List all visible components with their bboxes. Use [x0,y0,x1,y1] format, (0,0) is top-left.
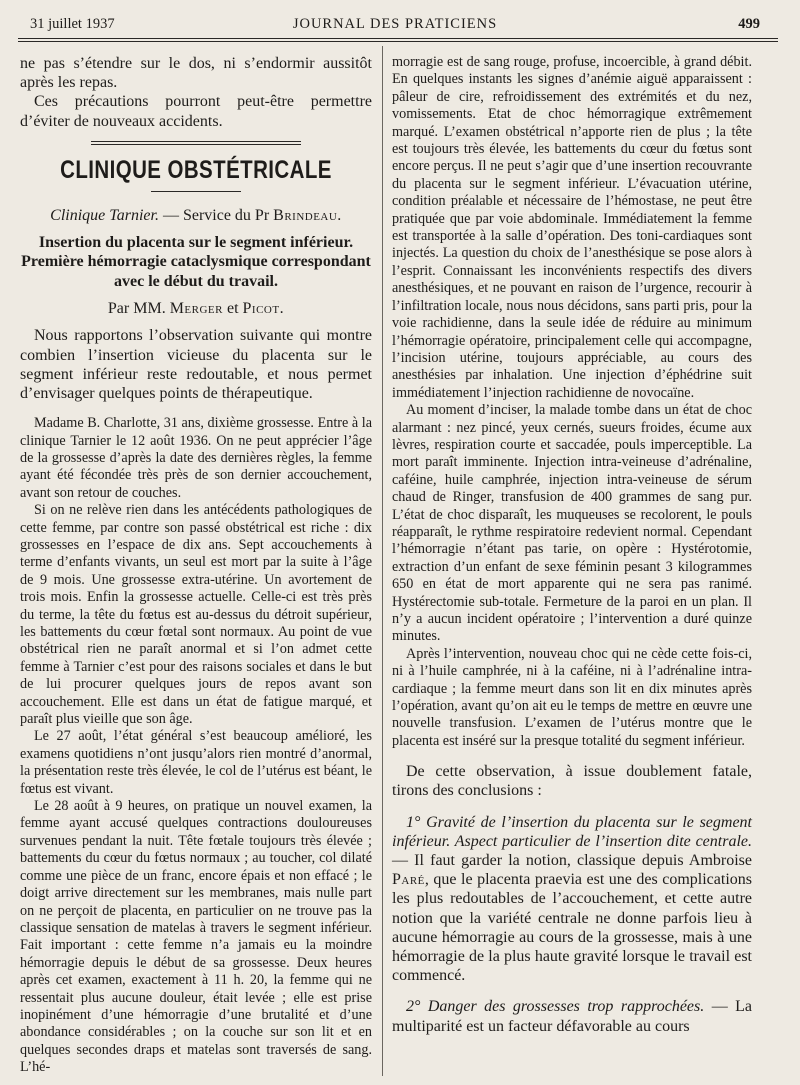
service-line [20,206,372,225]
section-title: CLINIQUE OBSTÉTRICALE [60,155,332,184]
issue-date: 31 juillet 1937 [30,16,115,32]
page-number: 499 [738,16,760,32]
observation-paragraph-4: Le 28 août à 9 heures, on pratique un nouvel examen, la femme ayant accusé quelques contractions douloureuses survenues pendant la nuit. Tête fœtale toujours très élevée ; battements du cœur du fœtus normaux ; au toucher, col dilaté comme une pièce de un franc, encore épais et non effacé ; le doigt arrive directement sur les membranes, mais nulle part on ne perçoit de placenta, en particulier on ne trouve pas la classique sensation de matelas à travers le segment inférieur. Fait important : cette femme n’a jamais eu la moindre hémorragie depuis le début de sa grossesse. Deux heures après cet examen, exactement à 11 h. 20, la femme qui ne ressentait plus aucune douleur, était levée ; elle est prise inopinément d’une hémorragie d’une brutalité et d’une abondance considérables ; on la couche sur son lit et en quelques secondes draps et matelas sont traversés de sang. L’hé- [20,798,372,1076]
conclusion-1-name: Paré [392,871,425,889]
section-rule [91,141,301,142]
conclusion-1-text-b: , que le placenta praevia est une des complications les plus redoutables de l’accouchement, et cette autre notion que la variété centrale ne donne parfois lieu à aucune hémorragie au cours de la grossesse, mais à une hémorragie de la plus haute gravité lorsque le travail est commencé. [392,871,752,985]
left-column [20,54,372,1077]
title-rule [151,191,241,192]
conclusion-1 [392,813,752,986]
section-rule-double [91,144,301,145]
chief-name: Brindeau. [273,206,342,224]
intro-paragraph-2: Ces précautions pourront peut-être permettre d’éviter de nouveaux accidents. [20,93,372,130]
service-text: — Service du Pr [158,206,274,224]
header-rule-thin [18,41,778,42]
authors-prefix: Par MM. [107,300,170,318]
observation-paragraph-2: Si on ne relève rien dans les antécédents pathologiques de cette femme, par contre son passé obstétrical est riche : dix grossesses en l’espace de dix ans. Sept accouchements à terme d’enfants vivants, un seul est mort par la suite à l’âge de 9 mois. Une grossesse extra-utérine. Un avortement de trois mois. Enfin la grossesse actuelle. Celle-ci est très près du terme, la tête du fœtus est au-dessus du détroit supérieur, les battements du cœur fœtal sont normaux. Au point de vue obstétrical rien ne paraît anormal et si l’on admet cette femme à Tarnier c’est pour des raisons sociales et dans le but de lui procurer quelques jours de repos avant son accouchement. Elle est dans un état de fatigue marqué, et paraît plus vieille que son âge. [20,502,372,728]
clinic-name: Clinique Tarnier. [50,206,159,224]
authors-line [20,299,372,318]
conclusion-2-heading: 2° Danger des grossesses trop rapprochées. [406,998,705,1016]
conclusion-1-heading: 1° Gravité de l’insertion du placenta sur le segment inférieur. Aspect particulier de l’insertion dite centrale. [392,813,752,850]
observation-paragraph-5: morragie est de sang rouge, profuse, incoercible, à grand débit. En quelques instants les signes d’anémie aiguë apparaissent : pâleur de cire, refroidissement des extrémités et du nez, vomissements. Etat de choc hémorragique extrêmement marqué. L’examen obstétrical n’apporte rien de plus ; la tête est toujours très élevée, les battements du cœur du fœtus sont encore perçus. Il ne peut s’agir que d’une insertion recouvrante du placenta sur le segment inférieur. L’évacuation utérine, condition préalable et nécessaire de l’hémostase, ne peut être pratiquée que par voie abdominale. Immédiatement la femme est transportée à la salle d’opération. Des toni-cardiaques sont injectés. La question du choix de l’anesthésique se pose alors à l’esprit. Connaissant les inconvénients respectifs des divers anesthésiques, et ne pouvant en raison de l’urgence, recourir à l’infiltration locale, nous nous décidons, sans parti pris, pour la voie rachidienne, dans la seule idée de réduire au minimum l’hémorragie opératoire, principalement celle qui accompagne, l’incision utérine, toujours appréciable, au cours des anesthésies par inhalation. Une injection d’éphédrine suit immédiatement l’injection rachidienne de novocaïne. [392,54,752,401]
observation-paragraph-1: Madame B. Charlotte, 31 ans, dixième grossesse. Entre à la clinique Tarnier le 12 août 1936. On ne peut apprécier l’âge de la grossesse d’après la date des dernières règles, la femme ayant été fécondée très près de son dernier accouchement, avant son retour de couches. [20,415,372,501]
right-column [392,54,752,1036]
conclusions-intro: De cette observation, à issue doublement fatale, tirons des conclusions : [392,763,752,800]
conclusion-2-text: — La multiparité est un facteur défavorable au cours [392,998,753,1035]
intro-paragraph-1: ne pas s’étendre sur le dos, ni s’endormir aussitôt après les repas. [20,55,372,92]
header-rule [18,38,778,39]
lead-paragraph: Nous rapportons l’observation suivante qui montre combien l’insertion vicieuse du placenta sur le segment inférieur reste redoutable, et nous permet d’envisager quelques points de thérapeutique. [20,327,372,402]
conclusion-2 [392,997,752,1035]
authors-and: et [222,300,243,318]
observation-paragraph-7: Après l’intervention, nouveau choc qui ne cède cette fois-ci, ni à l’huile camphrée, ni à la caféine, ni à l’adrénaline intra-cardiaque ; la femme meurt dans son lit en dix minutes après l’opération, avant qu’on ait eu le temps de mettre en œuvre une nouvelle transfusion. L’examen de l’utérus montre que le placenta est inséré sur la presque totalité du segment inférieur. [392,645,752,749]
author-picot: Picot. [242,300,285,318]
observation-paragraph-6: Au moment d’inciser, la malade tombe dans un état de choc alarmant : nez pincé, yeux cernés, sueurs froides, écume aux lèvres, respiration courte et saccadée, pouls imperceptible. La mort paraît imminente. Injection intra-veineuse d’adrénaline, caféine, huile camphrée, injection intra-veineuse de sérum chaud de Ringer, transfusion de 400 grammes de sang pur. L’état de choc disparaît, les muqueuses se recolorent, le pouls réapparaît, le rythme respiratoire redevient normal. Cependant l’hémorragie n’étant pas tarie, on opère : Hystérotomie, extraction d’un enfant de sexe féminin pesant 3 kilogrammes 650 en état de mort apparente qui ne sera pas ranimé. Hystérectomie sub-totale. Fermeture de la paroi en un plan. Il n’y a aucun incident opératoire ; l’intervention a duré quinze minutes. [392,402,752,645]
observation-paragraph-3: Le 27 août, l’état général s’est beaucoup amélioré, les examens quotidiens n’ont jusqu’alors rien montré d’anormal, la présentation reste très élevée, le col de l’utérus est béant, le fœtus est vivant. [20,728,372,797]
column-divider [382,46,383,1076]
journal-name: JOURNAL DES PRATICIENS [292,16,498,32]
conclusion-1-text-a: — Il faut garder la notion, classique depuis Ambroise [392,852,752,870]
running-head [30,14,760,36]
author-merger: Merger [169,300,223,318]
article-title: Insertion du placenta sur le segment inférieur. Première hémorragie cataclysmique correspondant avec le début du travail. [21,233,371,290]
